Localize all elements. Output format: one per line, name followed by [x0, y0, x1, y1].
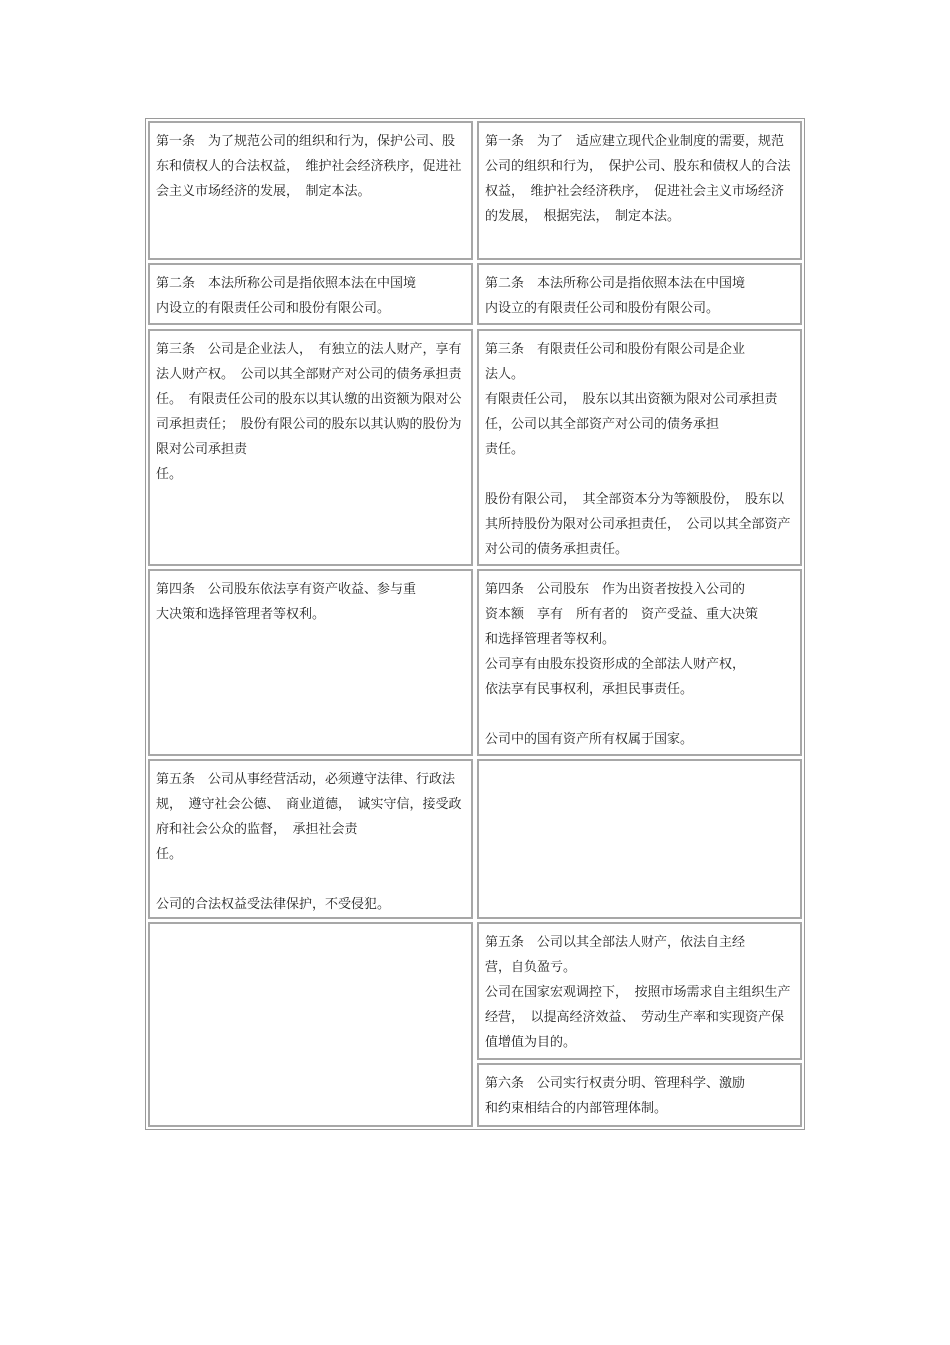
article-text: 股份有限公司， 其全部资本分为等额股份， 股东以其所持股份为限对公司承担责任， 公司以其全部资产对公司的债务承担责任。 — [485, 492, 791, 557]
article-text: 有限责任公司， 股东以其出资额为限对公司承担责任，公司以其全部资产对公司的债务承担 责任。 — [485, 392, 778, 457]
article-text: 第二条 本法所称公司是指依照本法在中国境 内设立的有限责任公司和股份有限公司。 — [485, 276, 746, 316]
article-text: 第六条 公司实行权责分明、管理科学、激励 和约束相结合的内部管理体制。 — [485, 1076, 746, 1116]
cell-right-1 — [477, 121, 802, 260]
cell-right-4 — [477, 569, 802, 756]
article-text: 第五条 公司以其全部法人财产，依法自主经 营，自负盈亏。 — [485, 935, 746, 975]
cell-right-5-empty — [477, 759, 802, 919]
article-text: 第四条 公司股东 作为出资者按投入公司的 资本额 享有 所有者的 资产受益、重大决策 和选择管理者等权利。 — [485, 582, 759, 647]
cell-right-6 — [477, 922, 802, 1060]
article-text: 公司在国家宏观调控下， 按照市场需求自主组织生产经营， 以提高经济效益、 劳动生产率和实现资产保值增值为目的。 — [485, 985, 791, 1050]
cell-right-7 — [477, 1063, 802, 1127]
article-text: 第四条 公司股东依法享有资产收益、参与重 大决策和选择管理者等权利。 — [156, 582, 417, 622]
cell-right-3 — [477, 329, 802, 566]
article-text: 第三条 公司是企业法人， 有独立的法人财产，享有法人财产权。 公司以其全部财产对公司的债务承担责任。 有限责任公司的股东以其认缴的出资额为限对公司承担责任； 股份有限公司的股东以其认购的股份为限对公司承担责 任。 — [156, 342, 462, 482]
cell-left-6-empty — [148, 922, 473, 1127]
paragraph-gap — [485, 702, 794, 727]
article-text: 第五条 公司从事经营活动，必须遵守法律、行政法规， 遵守社会公德、 商业道德， 诚实守信，接受政府和社会公众的监督， 承担社会责 任。 — [156, 772, 462, 862]
article-text: 第一条 为了规范公司的组织和行为，保护公司、股东和债权人的合法权益， 维护社会经济秩序，促进社会主义市场经济的发展， 制定本法。 — [156, 134, 462, 199]
paragraph-gap — [485, 462, 794, 487]
cell-left-1 — [148, 121, 473, 260]
cell-right-2 — [477, 263, 802, 325]
article-text: 第二条 本法所称公司是指依照本法在中国境 内设立的有限责任公司和股份有限公司。 — [156, 276, 417, 316]
paragraph-gap — [156, 867, 465, 892]
article-text: 第一条 为了 适应建立现代企业制度的需要，规范公司的组织和行为， 保护公司、股东和债权人的合法权益， 维护社会经济秩序， 促进社会主义市场经济的发展， 根据宪法， 制定本法。 — [485, 134, 791, 224]
cell-left-5 — [148, 759, 473, 919]
article-text: 公司中的国有资产所有权属于国家。 — [485, 732, 694, 747]
cell-left-4 — [148, 569, 473, 756]
cell-left-2 — [148, 263, 473, 325]
article-text: 公司享有由股东投资形成的全部法人财产权， 依法享有民事权利，承担民事责任。 — [485, 657, 746, 697]
article-text: 第三条 有限责任公司和股份有限公司是企业 法人。 — [485, 342, 746, 382]
cell-left-3 — [148, 329, 473, 566]
article-text: 公司的合法权益受法律保护，不受侵犯。 — [156, 897, 391, 912]
